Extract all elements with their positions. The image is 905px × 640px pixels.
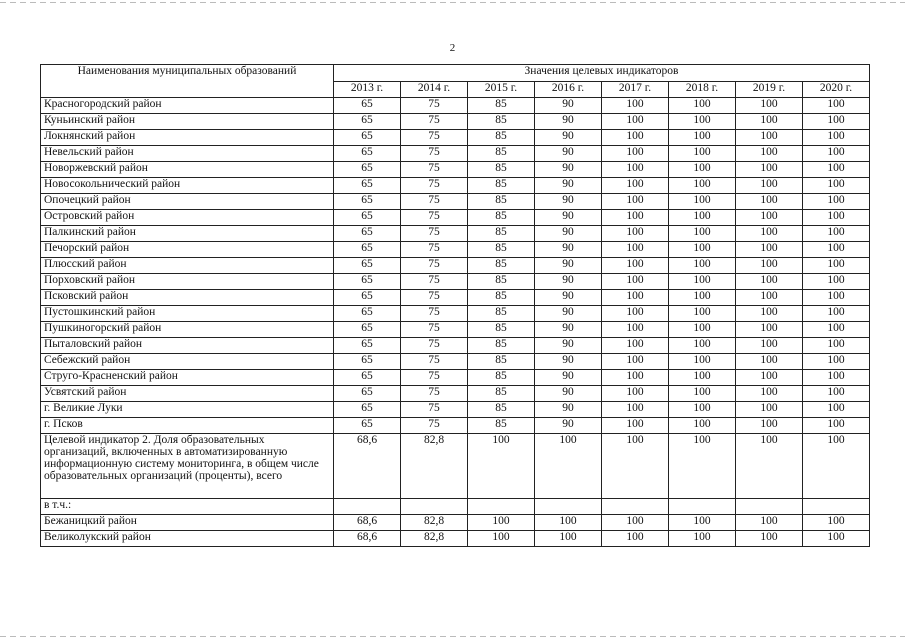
indicator-value: 65 — [334, 354, 401, 370]
indicator-value: 100 — [803, 114, 870, 130]
indicator-value: 85 — [468, 162, 535, 178]
municipality-name: Псковский район — [41, 290, 334, 306]
indicator-value: 75 — [401, 306, 468, 322]
indicator-value: 100 — [803, 242, 870, 258]
indicator-value: 85 — [468, 146, 535, 162]
year-header: 2018 г. — [669, 82, 736, 98]
indicator-value: 100 — [602, 178, 669, 194]
municipality-name: г. Великие Луки — [41, 402, 334, 418]
indicator-value: 100 — [602, 98, 669, 114]
indicator-value: 68,6 — [334, 515, 401, 531]
indicator-value: 65 — [334, 130, 401, 146]
indicator-value: 100 — [602, 434, 669, 499]
indicator-value: 100 — [669, 531, 736, 547]
indicator-value: 75 — [401, 194, 468, 210]
indicator-value: 100 — [736, 290, 803, 306]
municipality-name: Невельский район — [41, 146, 334, 162]
indicator-value: 65 — [334, 114, 401, 130]
indicator-value: 100 — [803, 306, 870, 322]
indicator-value: 100 — [602, 418, 669, 434]
indicator-value: 65 — [334, 370, 401, 386]
indicator-value: 75 — [401, 338, 468, 354]
indicator-value: 75 — [401, 274, 468, 290]
indicator-value: 90 — [535, 386, 602, 402]
table-row — [41, 499, 870, 515]
indicator-value: 65 — [334, 178, 401, 194]
indicator-value: 90 — [535, 354, 602, 370]
indicator-value: 100 — [803, 210, 870, 226]
municipality-name: Струго-Красненский район — [41, 370, 334, 386]
indicator-value: 82,8 — [401, 434, 468, 499]
indicator-value: 100 — [803, 258, 870, 274]
indicator-value: 75 — [401, 226, 468, 242]
year-header: 2019 г. — [736, 82, 803, 98]
indicator-value: 100 — [468, 434, 535, 499]
indicator-value: 100 — [736, 258, 803, 274]
indicator-value — [803, 499, 870, 515]
indicator-value: 100 — [736, 114, 803, 130]
indicator-value: 65 — [334, 402, 401, 418]
indicator-value: 100 — [669, 178, 736, 194]
indicator-value: 100 — [602, 130, 669, 146]
indicator-value: 100 — [803, 290, 870, 306]
indicator-value: 100 — [669, 306, 736, 322]
indicator-value: 100 — [736, 354, 803, 370]
table-row — [41, 146, 870, 162]
year-header: 2017 г. — [602, 82, 669, 98]
indicator-value: 75 — [401, 418, 468, 434]
table-row — [41, 402, 870, 418]
indicator-value — [468, 499, 535, 515]
indicator-value: 75 — [401, 98, 468, 114]
indicator-value: 65 — [334, 258, 401, 274]
indicator-value: 65 — [334, 98, 401, 114]
indicator-value: 100 — [669, 290, 736, 306]
municipality-name: Целевой индикатор 2. Доля образовательных организаций, включенных в автоматизированную информационную систему мониторинга, в общем числе образовательных организаций (проценты), всего — [41, 434, 334, 499]
indicator-value: 65 — [334, 194, 401, 210]
municipality-name: г. Псков — [41, 418, 334, 434]
indicator-value: 75 — [401, 386, 468, 402]
indicator-value: 100 — [803, 354, 870, 370]
indicator-value: 100 — [669, 402, 736, 418]
municipality-name: Печорский район — [41, 242, 334, 258]
indicator-value: 100 — [669, 114, 736, 130]
indicator-value: 100 — [736, 194, 803, 210]
indicator-value: 100 — [669, 98, 736, 114]
table-row — [41, 162, 870, 178]
indicator-value: 65 — [334, 162, 401, 178]
year-header: 2020 г. — [803, 82, 870, 98]
table-row — [41, 338, 870, 354]
indicator-value: 100 — [736, 515, 803, 531]
scan-edge-top — [0, 2, 905, 3]
indicator-value: 100 — [803, 98, 870, 114]
indicator-value: 100 — [669, 130, 736, 146]
year-header: 2016 г. — [535, 82, 602, 98]
indicator-value: 100 — [736, 306, 803, 322]
table-row — [41, 290, 870, 306]
table-row — [41, 386, 870, 402]
table-row — [41, 370, 870, 386]
indicator-value: 100 — [602, 531, 669, 547]
indicator-value: 100 — [803, 434, 870, 499]
indicator-value: 75 — [401, 130, 468, 146]
indicator-value: 100 — [602, 258, 669, 274]
indicator-value: 75 — [401, 114, 468, 130]
table-row — [41, 434, 870, 499]
indicator-value: 85 — [468, 322, 535, 338]
indicator-value: 100 — [803, 162, 870, 178]
municipality-name: Куньинский район — [41, 114, 334, 130]
indicator-value: 75 — [401, 402, 468, 418]
indicator-value — [602, 499, 669, 515]
indicator-value: 85 — [468, 194, 535, 210]
indicators-table — [40, 64, 870, 547]
indicator-value: 65 — [334, 418, 401, 434]
indicator-value: 85 — [468, 354, 535, 370]
municipality-name: Усвятский район — [41, 386, 334, 402]
indicator-value: 90 — [535, 274, 602, 290]
indicator-value: 100 — [736, 402, 803, 418]
municipality-name: Бежаницкий район — [41, 515, 334, 531]
indicator-value: 85 — [468, 226, 535, 242]
indicator-value: 68,6 — [334, 531, 401, 547]
indicator-value: 100 — [669, 226, 736, 242]
table-row — [41, 210, 870, 226]
indicator-value: 85 — [468, 418, 535, 434]
indicator-value: 90 — [535, 418, 602, 434]
indicator-value: 100 — [736, 98, 803, 114]
indicator-value: 100 — [669, 515, 736, 531]
indicator-value: 100 — [803, 418, 870, 434]
municipality-name: Островский район — [41, 210, 334, 226]
indicator-value — [334, 499, 401, 515]
indicator-value: 100 — [669, 370, 736, 386]
indicator-value: 100 — [468, 531, 535, 547]
indicator-value: 100 — [602, 306, 669, 322]
indicator-value: 100 — [803, 338, 870, 354]
table-row — [41, 354, 870, 370]
table-row — [41, 130, 870, 146]
indicator-value: 90 — [535, 242, 602, 258]
indicator-value: 100 — [736, 322, 803, 338]
indicator-value: 75 — [401, 146, 468, 162]
table-row — [41, 274, 870, 290]
indicator-value: 100 — [669, 338, 736, 354]
year-header: 2014 г. — [401, 82, 468, 98]
indicator-value: 100 — [736, 146, 803, 162]
indicator-value: 65 — [334, 242, 401, 258]
indicator-value: 65 — [334, 226, 401, 242]
indicator-value: 90 — [535, 130, 602, 146]
indicator-value: 100 — [803, 226, 870, 242]
indicator-value: 100 — [803, 178, 870, 194]
indicator-value: 100 — [602, 162, 669, 178]
indicator-value: 100 — [803, 402, 870, 418]
indicator-value: 100 — [736, 434, 803, 499]
indicator-value: 85 — [468, 114, 535, 130]
scan-edge-bottom — [0, 636, 905, 637]
indicator-value: 100 — [535, 531, 602, 547]
indicator-value: 100 — [602, 226, 669, 242]
table-row — [41, 258, 870, 274]
indicator-value — [736, 499, 803, 515]
indicator-value: 85 — [468, 130, 535, 146]
indicator-value: 100 — [736, 210, 803, 226]
municipality-name: Плюсский район — [41, 258, 334, 274]
table-row — [41, 306, 870, 322]
indicator-value: 100 — [803, 194, 870, 210]
table-row — [41, 531, 870, 547]
indicator-value: 100 — [736, 130, 803, 146]
indicator-value: 100 — [669, 386, 736, 402]
municipality-name: Пустошкинский район — [41, 306, 334, 322]
indicator-value: 75 — [401, 370, 468, 386]
indicator-value: 100 — [669, 322, 736, 338]
indicator-value: 90 — [535, 306, 602, 322]
indicator-value: 100 — [736, 178, 803, 194]
indicator-value: 100 — [803, 386, 870, 402]
indicator-value: 100 — [602, 354, 669, 370]
municipality-name: в т.ч.: — [41, 499, 334, 515]
indicator-value: 65 — [334, 290, 401, 306]
municipality-name: Красногородский район — [41, 98, 334, 114]
indicator-value: 65 — [334, 146, 401, 162]
indicator-value: 90 — [535, 290, 602, 306]
indicator-value: 90 — [535, 178, 602, 194]
indicator-value: 100 — [736, 531, 803, 547]
indicator-value: 100 — [602, 242, 669, 258]
indicator-value: 100 — [602, 194, 669, 210]
indicator-value: 100 — [535, 434, 602, 499]
indicator-value: 100 — [669, 146, 736, 162]
indicator-value: 100 — [669, 274, 736, 290]
indicator-value: 100 — [803, 146, 870, 162]
indicator-value: 100 — [669, 258, 736, 274]
municipality-name: Пыталовский район — [41, 338, 334, 354]
table-row — [41, 322, 870, 338]
indicator-value: 100 — [736, 386, 803, 402]
indicator-value: 100 — [535, 515, 602, 531]
year-header: 2013 г. — [334, 82, 401, 98]
indicator-value: 100 — [468, 515, 535, 531]
indicator-value: 90 — [535, 322, 602, 338]
indicator-value: 65 — [334, 306, 401, 322]
indicator-value: 100 — [602, 386, 669, 402]
indicator-value: 100 — [602, 515, 669, 531]
indicator-value: 100 — [803, 531, 870, 547]
indicator-value: 100 — [669, 434, 736, 499]
indicator-value: 85 — [468, 258, 535, 274]
indicator-value: 100 — [803, 515, 870, 531]
indicator-value: 100 — [803, 370, 870, 386]
municipality-name: Себежский район — [41, 354, 334, 370]
municipality-name: Порховский район — [41, 274, 334, 290]
table-row — [41, 114, 870, 130]
indicator-value: 100 — [602, 290, 669, 306]
indicator-value: 75 — [401, 354, 468, 370]
municipality-name: Пушкиногорский район — [41, 322, 334, 338]
indicator-value: 100 — [669, 162, 736, 178]
indicator-value: 85 — [468, 178, 535, 194]
indicator-value: 100 — [602, 210, 669, 226]
indicator-value: 85 — [468, 306, 535, 322]
indicator-values-header: Значения целевых индикаторов — [334, 65, 870, 82]
indicator-value: 75 — [401, 258, 468, 274]
indicator-value: 75 — [401, 242, 468, 258]
indicator-value: 100 — [602, 114, 669, 130]
indicator-value: 85 — [468, 274, 535, 290]
indicator-value: 100 — [736, 242, 803, 258]
municipality-name: Великолукский район — [41, 531, 334, 547]
municipality-name: Новосокольнический район — [41, 178, 334, 194]
indicator-value: 100 — [669, 194, 736, 210]
indicator-value: 82,8 — [401, 531, 468, 547]
indicator-value: 100 — [602, 322, 669, 338]
indicator-value: 100 — [736, 338, 803, 354]
indicator-value: 90 — [535, 210, 602, 226]
indicator-value: 85 — [468, 338, 535, 354]
municipality-name: Новоржевский район — [41, 162, 334, 178]
table-body — [41, 98, 870, 547]
indicator-value: 90 — [535, 338, 602, 354]
indicator-value: 75 — [401, 162, 468, 178]
indicator-value: 90 — [535, 258, 602, 274]
page-number: 2 — [449, 42, 456, 54]
table-row — [41, 98, 870, 114]
indicator-value: 65 — [334, 210, 401, 226]
indicator-value: 90 — [535, 226, 602, 242]
indicator-value: 90 — [535, 146, 602, 162]
indicator-value: 100 — [669, 354, 736, 370]
indicator-value: 85 — [468, 290, 535, 306]
header-row-group — [41, 65, 870, 82]
indicator-value: 100 — [669, 210, 736, 226]
indicator-value: 85 — [468, 386, 535, 402]
indicator-value: 100 — [602, 370, 669, 386]
municipality-name: Палкинский район — [41, 226, 334, 242]
indicator-value: 90 — [535, 370, 602, 386]
municipality-name: Опочецкий район — [41, 194, 334, 210]
indicator-value: 100 — [736, 162, 803, 178]
indicator-value: 85 — [468, 242, 535, 258]
indicator-value: 100 — [602, 274, 669, 290]
indicator-value: 90 — [535, 402, 602, 418]
table-row — [41, 242, 870, 258]
indicator-value: 65 — [334, 274, 401, 290]
indicator-value: 75 — [401, 210, 468, 226]
indicator-value: 100 — [602, 402, 669, 418]
municipality-column-header: Наименования муниципальных образований — [41, 65, 334, 98]
indicator-value: 68,6 — [334, 434, 401, 499]
table-row — [41, 226, 870, 242]
indicator-value: 100 — [736, 370, 803, 386]
indicator-value: 100 — [736, 274, 803, 290]
table-row — [41, 194, 870, 210]
indicator-value: 100 — [669, 242, 736, 258]
indicator-value: 65 — [334, 386, 401, 402]
indicator-value: 100 — [803, 322, 870, 338]
indicator-value: 100 — [602, 338, 669, 354]
indicator-value: 65 — [334, 322, 401, 338]
indicator-value: 90 — [535, 98, 602, 114]
indicator-value: 90 — [535, 114, 602, 130]
indicator-value: 100 — [669, 418, 736, 434]
table-row — [41, 178, 870, 194]
table-row — [41, 418, 870, 434]
indicator-value: 85 — [468, 210, 535, 226]
indicator-value: 100 — [803, 274, 870, 290]
indicator-value: 75 — [401, 178, 468, 194]
indicator-value: 82,8 — [401, 515, 468, 531]
indicator-value: 100 — [736, 226, 803, 242]
municipality-name: Локнянский район — [41, 130, 334, 146]
table-row — [41, 515, 870, 531]
indicator-value: 75 — [401, 290, 468, 306]
indicator-value: 100 — [736, 418, 803, 434]
indicator-value — [401, 499, 468, 515]
indicator-value: 90 — [535, 194, 602, 210]
indicator-value: 90 — [535, 162, 602, 178]
indicator-value — [535, 499, 602, 515]
year-header: 2015 г. — [468, 82, 535, 98]
indicator-value: 85 — [468, 370, 535, 386]
indicator-value: 85 — [468, 98, 535, 114]
indicator-value: 85 — [468, 402, 535, 418]
indicator-value: 100 — [602, 146, 669, 162]
indicator-value — [669, 499, 736, 515]
indicator-value: 75 — [401, 322, 468, 338]
indicator-value: 65 — [334, 338, 401, 354]
indicator-value: 100 — [803, 130, 870, 146]
